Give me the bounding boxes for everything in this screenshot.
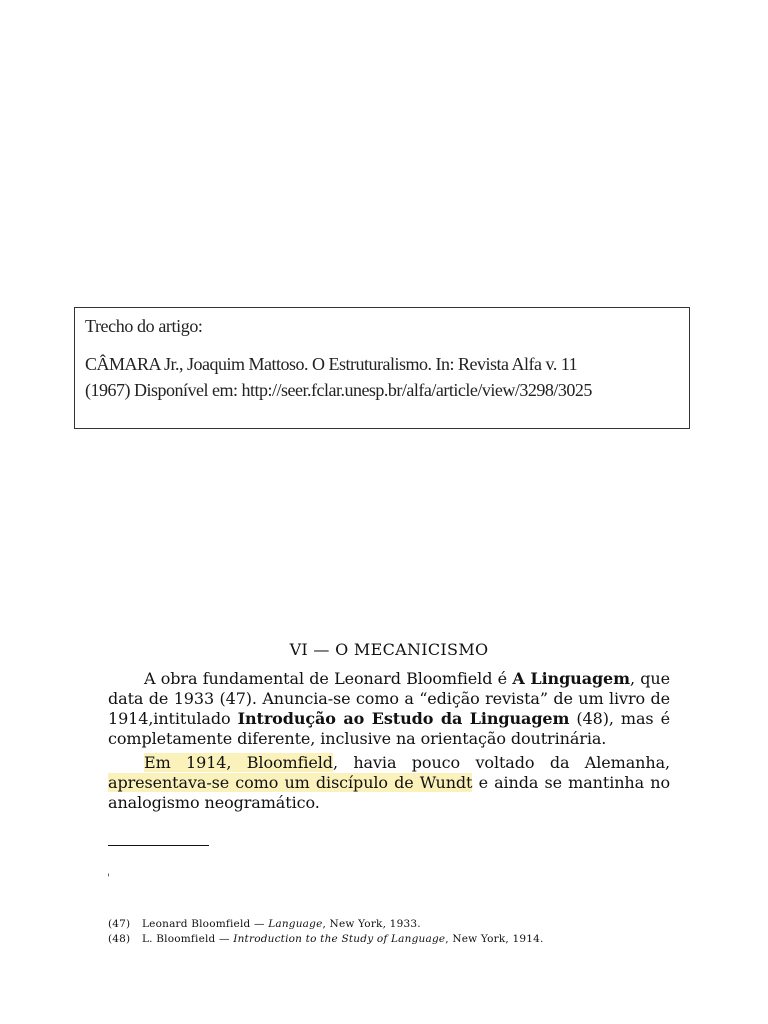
footnote-title: Introduction to the Study of Language <box>233 933 446 945</box>
p1-text-3: (48), mas é completamente diferente, inclusive na orientação doutrinária. <box>108 709 670 748</box>
p1-bold-1: A Linguagem <box>512 669 630 688</box>
p2-highlight-1: Em 1914, Bloomfield <box>144 753 333 772</box>
footnote-title: Language <box>268 918 323 930</box>
footnote-47 <box>108 917 678 932</box>
footnote-rest: , New York, 1933. <box>322 918 421 930</box>
reference-citation <box>85 351 679 403</box>
p2-text-1: , havia pouco voltado da Alemanha, <box>332 753 670 772</box>
footnote-rest: , New York, 1914. <box>445 933 544 945</box>
footnote-number: (48) <box>108 933 131 945</box>
chapter-title: VI — O MECANICISMO <box>289 640 489 659</box>
reference-box <box>74 307 690 429</box>
footnotes <box>108 917 678 947</box>
p1-bold-2: Introdução ao Estudo da Linguagem <box>237 709 570 728</box>
stray-mark: ' <box>107 873 110 884</box>
p1-text-1: A obra fundamental de Leonard Bloomfield é <box>144 669 513 688</box>
footnote-author: Leonard Bloomfield — <box>142 918 269 930</box>
footnote-48 <box>108 932 678 947</box>
footnote-rule <box>108 845 209 846</box>
reference-label: Trecho do artigo: <box>85 316 203 336</box>
footnote-author: L. Bloomfield — <box>142 933 234 945</box>
paragraph-2 <box>108 753 670 813</box>
citation-line-1: CÂMARA Jr., Joaquim Mattoso. O Estruturalismo. In: Revista Alfa v. 11 <box>85 354 578 374</box>
p1-text-2: , que data de 1933 (47). Anuncia-se como a “edição revista” de um livro de 1914,intitulado <box>108 669 670 728</box>
p2-text-2: e ainda se mantinha no analogismo neogramático. <box>108 773 670 812</box>
chapter-section <box>108 640 670 813</box>
footnote-number: (47) <box>108 918 131 930</box>
citation-line-2: (1967) Disponível em: http://seer.fclar.unesp.br/alfa/article/view/3298/3025 <box>85 380 592 400</box>
paragraph-1 <box>108 669 670 749</box>
p2-highlight-2: apresentava-se como um discípulo de Wundt <box>108 773 473 792</box>
